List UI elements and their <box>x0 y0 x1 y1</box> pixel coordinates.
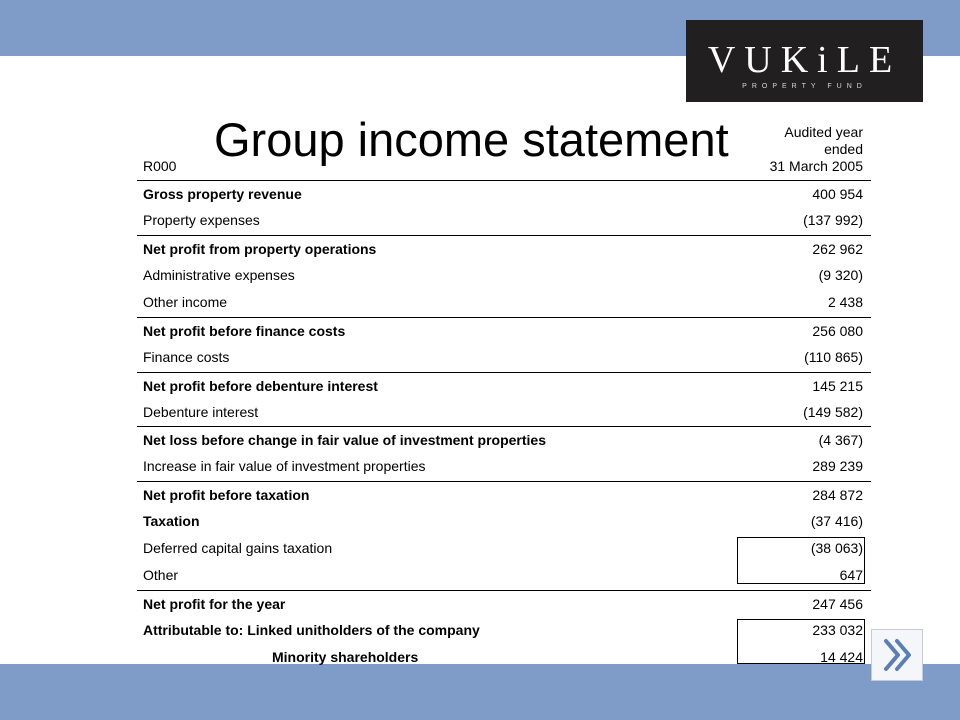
logo-wordmark: VUKiLE <box>707 39 902 81</box>
column-header-line: Audited year <box>784 124 863 140</box>
unit-label: R000 <box>143 158 177 174</box>
row-label: Minority shareholders <box>272 649 419 665</box>
table-row <box>137 207 871 234</box>
row-label: Debenture interest <box>143 404 259 420</box>
subtotal-box-attributable <box>737 619 865 664</box>
row-value: 14 424 <box>820 649 863 665</box>
row-value: 400 954 <box>812 186 863 202</box>
row-label: Net profit from property operations <box>143 241 377 257</box>
company-logo <box>686 20 923 102</box>
table-row <box>137 289 871 316</box>
row-value: (38 063) <box>810 540 863 556</box>
slide-title: Group income statement <box>214 113 729 166</box>
table-row <box>137 590 871 618</box>
row-label: Increase in fair value of investment properties <box>143 458 426 474</box>
logo-tagline: PROPERTY FUND <box>742 83 867 90</box>
row-value: 2 438 <box>827 294 863 310</box>
row-value: 233 032 <box>812 622 863 638</box>
row-label: Taxation <box>143 513 200 529</box>
row-label: Other <box>143 567 179 583</box>
table-row <box>137 262 871 289</box>
table-row <box>137 180 871 208</box>
column-header <box>700 124 863 175</box>
next-slide-button[interactable] <box>871 629 923 681</box>
row-label: Net loss before change in fair value of investment properties <box>143 432 546 448</box>
row-value: 247 456 <box>812 596 863 612</box>
column-header-line: 31 March 2005 <box>769 158 863 174</box>
table-row <box>137 317 871 345</box>
row-value: (4 367) <box>818 432 863 448</box>
row-label: Net profit before debenture interest <box>143 378 378 394</box>
table-row <box>137 399 871 426</box>
row-label: Deferred capital gains taxation <box>143 540 333 556</box>
row-value: (149 582) <box>803 404 863 420</box>
row-label: Net profit for the year <box>143 596 286 612</box>
table-row <box>137 235 871 263</box>
row-label: Finance costs <box>143 349 230 365</box>
table-row <box>137 372 871 400</box>
row-label: Administrative expenses <box>143 267 295 283</box>
row-value: 647 <box>839 567 863 583</box>
row-value: (9 320) <box>818 267 863 283</box>
table-row <box>137 453 871 480</box>
row-value: 289 239 <box>812 458 863 474</box>
row-value: 262 962 <box>812 241 863 257</box>
row-value: 256 080 <box>812 323 863 339</box>
row-value: (110 865) <box>804 349 863 365</box>
double-chevron-right-icon <box>877 635 917 675</box>
row-label: Attributable to: Linked unitholders of the company <box>143 622 480 638</box>
bottom-band <box>0 664 960 720</box>
row-value: (37 416) <box>810 513 863 529</box>
table-row <box>137 508 871 535</box>
subtotal-box-taxation <box>737 537 865 584</box>
table-row <box>137 481 871 509</box>
table-row <box>137 344 871 371</box>
row-label: Net profit before finance costs <box>143 323 346 339</box>
row-value: 284 872 <box>812 487 863 503</box>
row-label: Other income <box>143 294 228 310</box>
table-row <box>137 426 871 454</box>
column-header-line: ended <box>824 141 863 157</box>
row-label: Net profit before taxation <box>143 487 310 503</box>
row-value: 145 215 <box>812 378 863 394</box>
row-value: (137 992) <box>803 212 863 228</box>
row-label: Gross property revenue <box>143 186 302 202</box>
row-label: Property expenses <box>143 212 260 228</box>
